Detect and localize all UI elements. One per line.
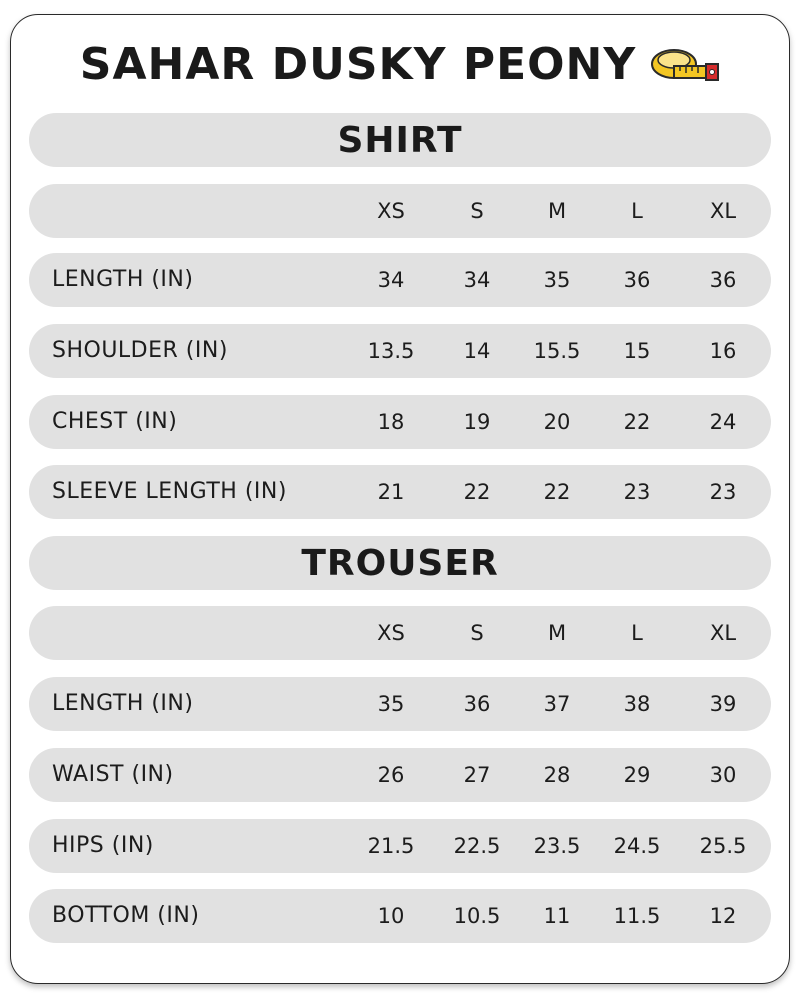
- table-cell: 37: [543, 692, 571, 716]
- table-cell: 22: [463, 480, 491, 504]
- table-cell: 22.5: [453, 834, 501, 858]
- table-cell: 13.5: [367, 339, 415, 363]
- table-cell: 35: [543, 268, 571, 292]
- table-cell: 26: [377, 763, 405, 787]
- table-cell: 36: [623, 268, 651, 292]
- title-row: [0, 36, 800, 92]
- table-cell: 21.5: [367, 834, 415, 858]
- table-cell: 35: [377, 692, 405, 716]
- row-label: WAIST (IN): [52, 762, 174, 787]
- row-label: LENGTH (IN): [52, 267, 194, 292]
- table-row: [29, 395, 771, 449]
- table-cell: 19: [463, 410, 491, 434]
- table-cell: 22: [543, 480, 571, 504]
- size-header: L: [631, 199, 643, 223]
- trouser-section-header: TROUSER: [29, 536, 771, 590]
- table-cell: 36: [463, 692, 491, 716]
- table-cell: 22: [623, 410, 651, 434]
- size-header: L: [631, 621, 643, 645]
- table-cell: 23: [709, 480, 737, 504]
- size-header: XS: [377, 621, 405, 645]
- size-header: M: [547, 621, 567, 645]
- shirt-size-header-row: [29, 184, 771, 238]
- table-cell: 20: [543, 410, 571, 434]
- table-row: [29, 889, 771, 943]
- table-cell: 27: [463, 763, 491, 787]
- table-row: [29, 819, 771, 873]
- page-title: SAHAR DUSKY PEONY: [79, 38, 637, 90]
- trouser-size-header-row: [29, 606, 771, 660]
- table-cell: 38: [623, 692, 651, 716]
- table-cell: 36: [709, 268, 737, 292]
- size-header: M: [547, 199, 567, 223]
- table-cell: 16: [709, 339, 737, 363]
- table-cell: 11: [543, 904, 571, 928]
- size-header: S: [470, 621, 484, 645]
- table-cell: 24.5: [613, 834, 661, 858]
- table-row: [29, 253, 771, 307]
- table-cell: 21: [377, 480, 405, 504]
- table-cell: 24: [709, 410, 737, 434]
- table-cell: 30: [709, 763, 737, 787]
- table-cell: 15.5: [533, 339, 581, 363]
- table-cell: 29: [623, 763, 651, 787]
- row-label: BOTTOM (IN): [52, 903, 200, 928]
- table-cell: 23: [623, 480, 651, 504]
- table-row: [29, 465, 771, 519]
- table-cell: 15: [623, 339, 651, 363]
- table-cell: 11.5: [613, 904, 661, 928]
- measuring-tape-icon: [650, 46, 720, 82]
- table-cell: 14: [463, 339, 491, 363]
- size-header: XS: [377, 199, 405, 223]
- table-cell: 34: [463, 268, 491, 292]
- row-label: LENGTH (IN): [52, 691, 194, 716]
- table-row: [29, 324, 771, 378]
- table-cell: 28: [543, 763, 571, 787]
- row-label: HIPS (IN): [52, 833, 154, 858]
- table-cell: 23.5: [533, 834, 581, 858]
- table-cell: 34: [377, 268, 405, 292]
- table-row: [29, 677, 771, 731]
- row-label: CHEST (IN): [52, 409, 178, 434]
- size-header: S: [470, 199, 484, 223]
- size-header: XL: [709, 621, 737, 645]
- shirt-section-header: SHIRT: [29, 113, 771, 167]
- table-cell: 12: [709, 904, 737, 928]
- table-row: [29, 748, 771, 802]
- table-cell: 18: [377, 410, 405, 434]
- table-cell: 10: [377, 904, 405, 928]
- table-cell: 10.5: [453, 904, 501, 928]
- size-header: XL: [709, 199, 737, 223]
- table-cell: 25.5: [699, 834, 747, 858]
- row-label: SLEEVE LENGTH (IN): [52, 479, 287, 504]
- table-cell: 39: [709, 692, 737, 716]
- row-label: SHOULDER (IN): [52, 338, 228, 363]
